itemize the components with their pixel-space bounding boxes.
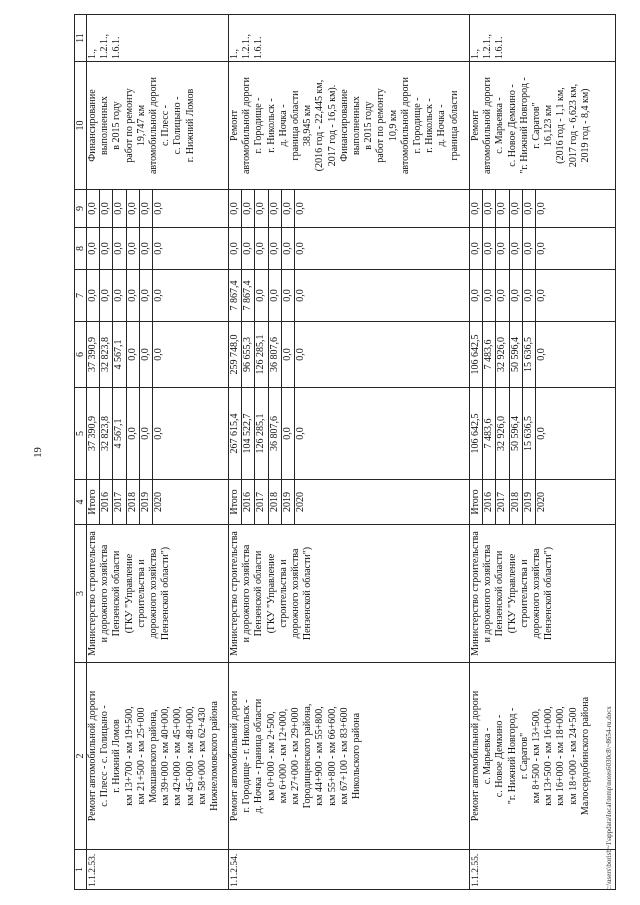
column-9-value: 0,0 [522,190,535,228]
activity-name-line: км 27+000 - км 29+000 [290,707,302,805]
year-label-cell: 2020 [295,480,470,525]
column-5-value: 0,0 [126,388,139,480]
indicator-link-line: 1., [87,49,98,59]
responsible-executor-line: Пензенской области") [302,546,314,641]
column-5-value: 267 615,4 [229,388,242,480]
responsible-executor-line: (ГКУ "Управление [265,553,277,634]
expected-result-line: 10,9 км [387,109,399,142]
activity-name-line: Ремонт автомобильной дороги [229,690,241,822]
column-5-value: 50 596,4 [509,388,522,480]
activity-name-line: Городищенского района, [302,703,314,809]
file-path-footer: c:\users\borisb~1\appdata\local\temp\notes6030c8\~8654-ru.docx [605,706,613,890]
column-5-value: 0,0 [139,388,152,480]
expected-result-line: в 2015 году [363,101,375,150]
column-8-value: 0,0 [536,228,616,270]
expected-result-line: граница области [290,90,302,161]
expected-result-line: Финансирование [338,89,350,162]
column-5-value: 0,0 [295,388,470,480]
column-8-value: 0,0 [522,228,535,270]
activity-name-line: с. Плесс - с. Голицыно - [99,705,111,807]
activity-name-line: км 8+500 - км 13+500, [531,708,543,804]
expected-result-line: 2017 год - 16,5 км). [326,84,338,167]
column-6-value: 0,0 [126,322,139,388]
column-8-value: 0,0 [483,228,496,270]
column-5-value: 0,0 [281,388,294,480]
column-5-value: 4 567,1 [113,388,126,480]
column-8-value: 0,0 [126,228,139,270]
indicator-links [470,15,616,62]
activity-name-line: д. Ночка - граница области [253,698,265,814]
year-label-cell: 2019 [281,480,294,525]
column-8-value: 0,0 [268,228,281,270]
column-7-value: 0,0 [87,270,100,322]
activity-name-line: г. Городище - г. Никольск - [241,699,253,813]
expected-result-line: автомобильной дороги [482,76,494,175]
column-9-value: 0,0 [281,190,294,228]
column-7-value: 0,0 [522,270,535,322]
column-7-value: 0,0 [126,270,139,322]
column-7-value: 0,0 [295,270,470,322]
column-number-label: 9 [75,190,87,228]
column-8-value: 0,0 [255,228,268,270]
column-6-value: 0,0 [295,322,470,388]
column-5-value: 37 390,9 [87,388,100,480]
responsible-executor [87,525,229,663]
expected-result-line: (2016 год - 1,1 км, [555,87,567,164]
expected-result-line: с. Голицыно - [172,96,184,155]
activity-name-line: км 18+000 - км 24+500 [567,707,579,805]
activity-name-line: Нижнеломовского района [209,701,221,811]
responsible-executor-line: (ГКУ "Управление [506,553,518,634]
column-number-label: 10 [75,62,87,190]
expected-result-line: с. Марьевка - [494,97,506,154]
indicator-link-line: 1.6.1. [494,36,506,59]
column-8-value: 0,0 [113,228,126,270]
expected-result-line: д. Ночка - [436,104,448,147]
expected-result-line: Ремонт [470,110,482,141]
activity-row [87,15,100,890]
column-9-value: 0,0 [229,190,242,228]
column-6-value: 32 926,0 [496,322,509,388]
column-6-value: 96 655,3 [242,322,255,388]
column-9-value: 0,0 [113,190,126,228]
year-label-cell: 2018 [126,480,139,525]
column-9-value: 0,0 [268,190,281,228]
column-7-value: 0,0 [255,270,268,322]
column-6-value: 15 636,5 [522,322,535,388]
column-6-value: 32 823,8 [100,322,113,388]
responsible-executor-line: и дорожного хозяйства [99,544,111,643]
expected-result-line: 2017 год - 6,623 км, [567,83,579,168]
column-6-value: 0,0 [281,322,294,388]
responsible-executor-line: и дорожного хозяйства [482,544,494,643]
column-9-value: 0,0 [470,190,483,228]
expected-result-line: работ по ремонту [123,88,135,163]
column-7-value: 0,0 [483,270,496,322]
column-8-value: 0,0 [100,228,113,270]
expected-result-line: Финансирование [87,89,98,162]
year-label-cell: 2016 [100,480,113,525]
column-6-value: 7 483,6 [483,322,496,388]
column-8-value: 0,0 [139,228,152,270]
column-number-label: 8 [75,228,87,270]
expected-result-line: выполненных [351,96,363,155]
expected-result-line: автомобильной дороги [241,76,253,175]
activity-name-line: км 67+100 - км 83+600 [338,707,350,805]
column-9-value: 0,0 [536,190,616,228]
column-7-value: 0,0 [470,270,483,322]
column-number-label: 5 [75,388,87,480]
responsible-executor-line: Пензенской области") [160,546,172,641]
column-8-value: 0,0 [281,228,294,270]
column-5-value: 104 522,7 [242,388,255,480]
activity-name [87,663,229,850]
column-9-value: 0,0 [126,190,139,228]
column-7-value: 0,0 [509,270,522,322]
expected-result-line: г. Никольск - [424,98,436,153]
activity-name-line: км 39+000 - км 40+000, [160,706,172,806]
indicator-link-line: 1.6.1. [111,36,123,59]
year-label-cell: 2018 [268,480,281,525]
activity-name-line: км 21+500 - км 25+000 [135,707,147,805]
year-label-cell: Итого [87,480,100,525]
responsible-executor-line: Министерство строительства [229,531,241,656]
column-9-value: 0,0 [153,190,229,228]
responsible-executor-line: строительства и [277,559,289,628]
column-8-value: 0,0 [509,228,522,270]
expected-result [87,62,229,190]
column-5-value: 0,0 [153,388,229,480]
activity-name-line: г. Нижний Ломов [111,719,123,793]
activity-name-line: км 45+000 - км 48+000, [184,706,196,806]
indicator-link-line: 1., [470,49,482,59]
column-7-value: 7 867,4 [242,270,255,322]
responsible-executor-line: Министерство строительства [87,531,98,656]
column-8-value: 0,0 [470,228,483,270]
indicator-links [229,15,470,62]
activity-name [470,663,616,850]
expected-result-line: Ремонт [229,110,241,141]
expected-result-line: г. Городище - [253,97,265,154]
activity-name-line: "г. Нижний Новгород - [506,707,518,805]
column-7-value: 0,0 [153,270,229,322]
column-5-value: 15 636,5 [522,388,535,480]
expected-result-line: выполненных [99,96,111,155]
column-7-value: 0,0 [139,270,152,322]
responsible-executor-line: дорожного хозяйства [148,548,160,639]
column-number-label: 7 [75,270,87,322]
column-9-value: 0,0 [483,190,496,228]
column-7-value: 0,0 [113,270,126,322]
responsible-executor-line: (ГКУ "Управление [123,553,135,634]
year-label-cell: 2018 [509,480,522,525]
year-label-cell: 2019 [139,480,152,525]
expected-result-line: г. Никольск - [265,98,277,153]
activity-name-line: км 58+000 - км 62+430 [196,707,208,805]
column-number-label: 2 [75,663,87,850]
column-number-label: 1 [75,850,87,890]
expected-result [229,62,470,190]
expected-result-line: г. Городище - [412,97,424,154]
year-label-cell: 2020 [153,480,229,525]
activity-name-line: км 16+000 - км 18+000, [555,706,567,806]
expected-result-line: автомобильной дороги [148,76,160,175]
column-6-value: 0,0 [536,322,616,388]
year-label-cell: 2020 [536,480,616,525]
column-5-value: 0,0 [536,388,616,480]
expected-result-line: г. Саратов" [531,102,543,149]
year-label-cell: 2017 [496,480,509,525]
expected-result-line: "г. Нижний Новгород - [518,77,530,174]
column-7-value: 0,0 [268,270,281,322]
activity-name-line: км 13+700 - км 19+500, [123,706,135,806]
page-number: 19 [33,447,44,458]
expected-result-line: 19,747 км [135,104,147,147]
activity-name-line: Ремонт автомобильной дороги [87,690,98,822]
responsible-executor [470,525,616,663]
column-5-value: 36 807,6 [268,388,281,480]
year-label-cell: 2016 [242,480,255,525]
expected-result-line: автомобильной дороги [399,76,411,175]
activity-name-line: Никольского района [351,712,363,800]
column-6-value: 126 285,1 [255,322,268,388]
column-number-label: 11 [75,15,87,62]
year-label-cell: 2017 [255,480,268,525]
program-activities-table [74,14,616,890]
responsible-executor-line: дорожного хозяйства [531,548,543,639]
expected-result-line: с. Новое Демкино - [506,84,518,167]
expected-result-line: г. Нижний Ломов [184,88,196,163]
column-6-value: 37 390,9 [87,322,100,388]
activity-number: 1.1.2.53. [87,850,229,890]
column-9-value: 0,0 [139,190,152,228]
expected-result-line: с. Плесс - [160,104,172,147]
responsible-executor-line: Пензенской области") [543,546,555,641]
column-number-label: 6 [75,322,87,388]
column-7-value: 0,0 [281,270,294,322]
expected-result-line: 16,123 км [543,104,555,147]
column-5-value: 7 483,6 [483,388,496,480]
column-5-value: 126 285,1 [255,388,268,480]
column-7-value: 7 867,4 [229,270,242,322]
year-label-cell: Итого [470,480,483,525]
column-9-value: 0,0 [100,190,113,228]
column-8-value: 0,0 [295,228,470,270]
column-9-value: 0,0 [255,190,268,228]
column-6-value: 0,0 [153,322,229,388]
table-body [75,15,616,890]
responsible-executor-line: Пензенской области [494,550,506,637]
expected-result-line: 38,945 км [302,104,314,147]
activity-name-line: Малосердобинского района [579,696,591,816]
column-7-value: 0,0 [100,270,113,322]
responsible-executor-line: строительства и [518,559,530,628]
column-6-value: 50 596,4 [509,322,522,388]
year-label-cell: 2016 [483,480,496,525]
activity-name-line: г. Саратов" [518,732,530,780]
column-7-value: 0,0 [536,270,616,322]
column-number-label: 4 [75,480,87,525]
responsible-executor-line: Пензенской области [111,550,123,637]
responsible-executor [229,525,470,663]
indicator-link-line: 1.2.1., [99,34,111,59]
column-8-value: 0,0 [153,228,229,270]
activity-name-line: км 6+000 - км 12+000, [277,708,289,804]
indicator-links [87,15,229,62]
year-label-cell: 2019 [522,480,535,525]
responsible-executor-line: дорожного хозяйства [290,548,302,639]
column-6-value: 4 567,1 [113,322,126,388]
expected-result-line: граница области [448,90,460,161]
responsible-executor-line: строительства и [135,559,147,628]
indicator-link-line: 1.6.1. [253,36,265,59]
column-9-value: 0,0 [496,190,509,228]
column-8-value: 0,0 [87,228,100,270]
column-8-value: 0,0 [229,228,242,270]
activity-row [229,15,242,890]
column-6-value: 259 748,0 [229,322,242,388]
column-5-value: 32 926,0 [496,388,509,480]
column-9-value: 0,0 [87,190,100,228]
activity-name-line: км 55+800 - км 66+600, [326,706,338,806]
year-label-cell: Итого [229,480,242,525]
activity-row [470,15,483,890]
indicator-link-line: 1.2.1., [241,34,253,59]
column-8-value: 0,0 [242,228,255,270]
responsible-executor-line: и дорожного хозяйства [241,544,253,643]
expected-result-line: работ по ремонту [375,88,387,163]
activity-name-line: км 42+000 - км 45+000, [172,706,184,806]
activity-number: 1.1.2.55. [470,850,616,890]
column-6-value: 0,0 [139,322,152,388]
activity-name-line: км 44+900 - км 55+800, [314,706,326,806]
column-5-value: 32 823,8 [100,388,113,480]
column-9-value: 0,0 [295,190,470,228]
expected-result-line: (2016 год - 22,445 км, [314,79,326,172]
column-5-value: 106 642,5 [470,388,483,480]
column-number-label: 3 [75,525,87,663]
column-6-value: 36 807,6 [268,322,281,388]
indicator-link-line: 1.2.1., [482,34,494,59]
activity-name [229,663,470,850]
expected-result [470,62,616,190]
activity-name-line: км 13+500 - км 16+000, [543,706,555,806]
column-7-value: 0,0 [496,270,509,322]
expected-result-line: д. Ночка - [277,104,289,147]
activity-name-line: с. Марьевка - [482,727,494,785]
expected-result-line: 2019 год - 8,4 км) [579,88,591,163]
column-9-value: 0,0 [242,190,255,228]
responsible-executor-line: Пензенской области [253,550,265,637]
activity-name-line: с. Новое Демкино - [494,714,506,798]
responsible-executor-line: Министерство строительства [470,531,482,656]
activity-name-line: Мокшанского района, [148,709,160,803]
column-9-value: 0,0 [509,190,522,228]
activity-number: 1.1.2.54. [229,850,470,890]
column-numbers-row [75,15,87,890]
activity-name-line: Ремонт автомобильной дороги [470,690,482,822]
year-label-cell: 2017 [113,480,126,525]
expected-result-line: в 2015 году [111,101,123,150]
column-6-value: 106 642,5 [470,322,483,388]
indicator-link-line: 1., [229,49,241,59]
activity-name-line: км 0+000 - км 2+500, [265,711,277,801]
column-8-value: 0,0 [496,228,509,270]
